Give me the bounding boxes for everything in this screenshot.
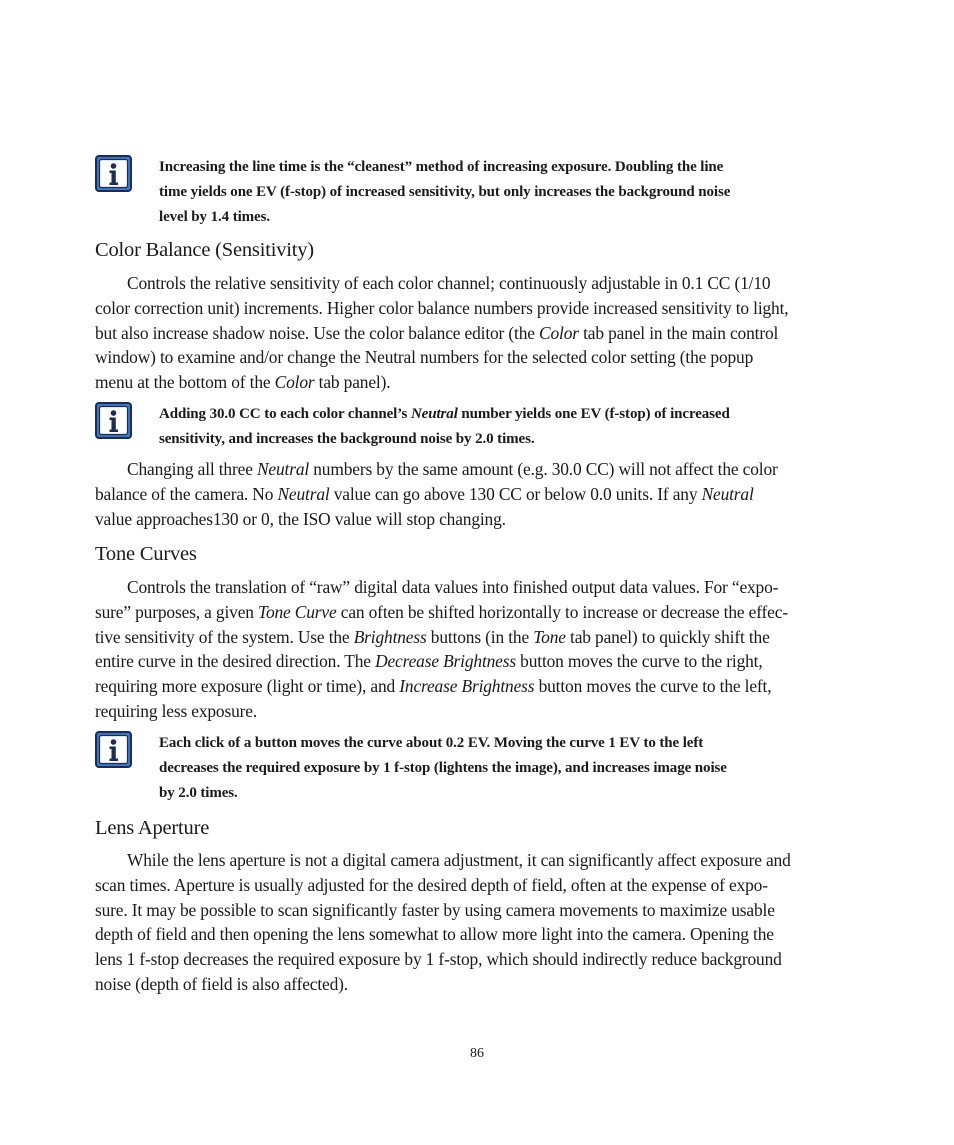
para-line: lens 1 f-stop decreases the required exposure by 1 f-stop, which should indirectly reduce background (95, 949, 782, 970)
note-line: Each click of a button moves the curve about 0.2 EV. Moving the curve 1 EV to the left (159, 735, 704, 751)
paragraph-lens-aperture (95, 848, 859, 997)
para-line: window) to examine and/or change the Neutral numbers for the selected color setting (the popup (95, 347, 754, 368)
para-line: balance of the camera. No Neutral value can go above 130 CC or below 0.0 units. If any Neutral (95, 483, 754, 504)
paragraph-color-balance (95, 271, 859, 395)
para-line: but also increase shadow noise. Use the color balance editor (the Color tab panel in the main control (95, 322, 779, 343)
note-line: sensitivity, and increases the background noise by 2.0 times. (159, 431, 535, 447)
para-line: Changing all three Neutral numbers by the same amount (e.g. 30.0 CC) will not affect the color (127, 459, 778, 479)
para-line: sure. It may be possible to scan significantly faster by using camera movements to maximize usable (95, 899, 775, 920)
note-line: Increasing the line time is the “cleanest” method of increasing exposure. Doubling the line (159, 159, 724, 175)
para-line: tive sensitivity of the system. Use the Brightness buttons (in the Tone tab panel) to quickly shift the (95, 626, 770, 647)
info-icon (95, 731, 132, 768)
note-text (159, 402, 809, 452)
para-line: sure” purposes, a given Tone Curve can often be shifted horizontally to increase or decrease the effec- (95, 601, 788, 622)
section-heading-tone-curves: Tone Curves (95, 543, 197, 565)
note-line: Adding 30.0 CC to each color channel’s Neutral number yields one EV (f-stop) of increased (159, 406, 730, 422)
note-line: by 2.0 times. (159, 785, 238, 801)
section-heading-color-balance: Color Balance (Sensitivity) (95, 239, 314, 261)
note-line: decreases the required exposure by 1 f-stop (lightens the image), and increases image noise (159, 760, 727, 776)
note-line: level by 1.4 times. (159, 209, 270, 225)
note-line: time yields one EV (f-stop) of increased sensitivity, but only increases the background noise (159, 184, 731, 200)
para-line: requiring more exposure (light or time), and Increase Brightness button moves the curve to the left, (95, 676, 772, 697)
para-line: requiring less exposure. (95, 700, 258, 721)
info-icon (95, 402, 132, 439)
section-heading-lens-aperture: Lens Aperture (95, 817, 210, 839)
info-icon (95, 155, 132, 192)
para-line: color correction unit) increments. Higher color balance numbers provide increased sensitivity to light, (95, 297, 789, 318)
para-line: Controls the translation of “raw” digital data values into finished output data values. For “expo- (127, 577, 779, 597)
paragraph-tone-curves (95, 575, 859, 724)
para-line: noise (depth of field is also affected). (95, 973, 348, 994)
para-line: entire curve in the desired direction. The Decrease Brightness button moves the curve to the right, (95, 651, 763, 672)
para-line: depth of field and then opening the lens somewhat to allow more light into the camera. Opening the (95, 924, 774, 945)
para-line: While the lens aperture is not a digital camera adjustment, it can significantly affect exposure and (127, 850, 791, 870)
note-text (159, 155, 809, 230)
para-line: menu at the bottom of the Color tab panel). (95, 372, 391, 393)
para-line: value approaches130 or 0, the ISO value will stop changing. (95, 508, 506, 529)
paragraph-neutral (95, 457, 859, 531)
para-line: Controls the relative sensitivity of each color channel; continuously adjustable in 0.1 CC (1/10 (127, 273, 771, 293)
para-line: scan times. Aperture is usually adjusted for the desired depth of field, often at the expense of expo- (95, 874, 768, 895)
note-text (159, 731, 809, 806)
page-number: 86 (470, 1046, 484, 1061)
